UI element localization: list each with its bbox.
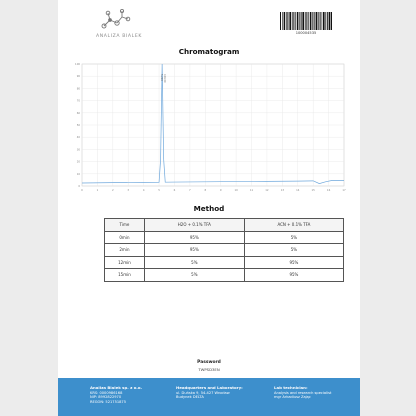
x-tick-label: 11 — [249, 189, 254, 192]
table-row — [105, 231, 344, 244]
method-table — [104, 218, 344, 282]
table-cell: 95% — [144, 231, 244, 244]
table-cell: 5% — [144, 256, 244, 269]
password-value: TWPSD3EN — [198, 367, 220, 372]
method-header-cell: H2O + 0.1% TFA — [144, 219, 244, 232]
tech-role: Analysis and research specialist — [274, 390, 332, 395]
table-cell: 2min — [105, 244, 145, 257]
footer-technician — [274, 386, 331, 400]
barcode — [280, 12, 332, 30]
x-tick-label: 13 — [280, 189, 285, 192]
barcode-number: 100004535 — [295, 31, 317, 35]
certificate-page — [58, 0, 360, 416]
x-tick-label: 15 — [311, 189, 315, 192]
x-tick-label: 8 — [204, 189, 207, 192]
hq-title: Headquarters and Laboratory: — [176, 385, 243, 390]
y-tick-label: 40 — [76, 136, 80, 140]
footer-company — [90, 386, 142, 404]
x-tick-label: 5 — [158, 189, 160, 192]
tech-title: Lab technician: — [274, 385, 308, 390]
company-regon: REGON: 521751875 — [90, 399, 127, 404]
company-nip: NIP: 8992822970 — [90, 395, 122, 400]
table-cell: 95% — [144, 244, 244, 257]
footer — [58, 378, 360, 416]
brand-name: ANALIZA BIALEK — [96, 34, 142, 39]
table-row — [105, 269, 344, 282]
peak-area-label: 100.00 — [163, 74, 167, 83]
x-tick-label: 1 — [96, 189, 99, 192]
table-cell: 15min — [105, 269, 145, 282]
method-title: Method — [193, 204, 225, 213]
company-name: Analiza Bialek sp. z o.o. — [90, 385, 143, 390]
x-tick-label: 4 — [142, 189, 145, 192]
peak-time-label: 5.200 — [160, 74, 164, 81]
table-row — [105, 244, 344, 257]
y-tick-label: 60 — [76, 111, 80, 115]
password-label: Password — [197, 360, 221, 365]
y-tick-label: 100 — [75, 63, 80, 66]
x-tick-label: 2 — [111, 189, 114, 192]
table-cell: 95% — [244, 269, 343, 282]
y-tick-label: 20 — [76, 160, 80, 164]
y-tick-label: 30 — [76, 148, 80, 152]
y-tick-label: 70 — [76, 99, 80, 103]
method-header-cell: ACN + 0.1% TFA — [244, 219, 343, 232]
chromatogram-svg — [70, 56, 352, 201]
table-cell: 12min — [105, 256, 145, 269]
hq-address: ul. Duńska 9, 54-427 Wrocław — [176, 390, 230, 395]
footer-hq — [176, 386, 243, 400]
chromatogram-title: Chromatogram — [178, 47, 240, 56]
method-header-row — [105, 219, 344, 232]
chromatogram-chart — [70, 56, 352, 201]
x-tick-label: 0 — [81, 189, 83, 192]
y-tick-label: 10 — [76, 172, 80, 176]
y-tick-label: 50 — [76, 124, 80, 127]
table-cell: 5% — [144, 269, 244, 282]
table-row — [105, 256, 344, 269]
table-cell: 95% — [244, 256, 343, 269]
hq-building: Budynek DELTA — [176, 395, 204, 400]
table-cell: 0min — [105, 231, 145, 244]
x-tick-label: 6 — [173, 189, 176, 192]
x-tick-label: 9 — [219, 189, 222, 192]
y-tick-label: 90 — [76, 75, 80, 79]
molecule-icon — [98, 8, 138, 34]
company-krs: KRS: 0000986168 — [90, 390, 123, 395]
table-cell: 5% — [244, 244, 343, 257]
x-tick-label: 7 — [189, 189, 191, 192]
x-tick-label: 3 — [127, 189, 130, 192]
x-tick-label: 10 — [234, 189, 238, 192]
x-tick-label: 14 — [296, 189, 300, 192]
y-tick-label: 0 — [78, 185, 80, 188]
x-tick-label: 16 — [326, 189, 331, 192]
brand-logo — [84, 8, 154, 42]
x-tick-label: 17 — [342, 189, 346, 192]
table-cell: 5% — [244, 231, 343, 244]
x-tick-label: 12 — [265, 189, 269, 192]
method-header-cell: Time — [105, 219, 145, 232]
y-tick-label: 80 — [76, 87, 80, 91]
tech-name: mgr Arkadiusz Zając — [274, 395, 311, 400]
